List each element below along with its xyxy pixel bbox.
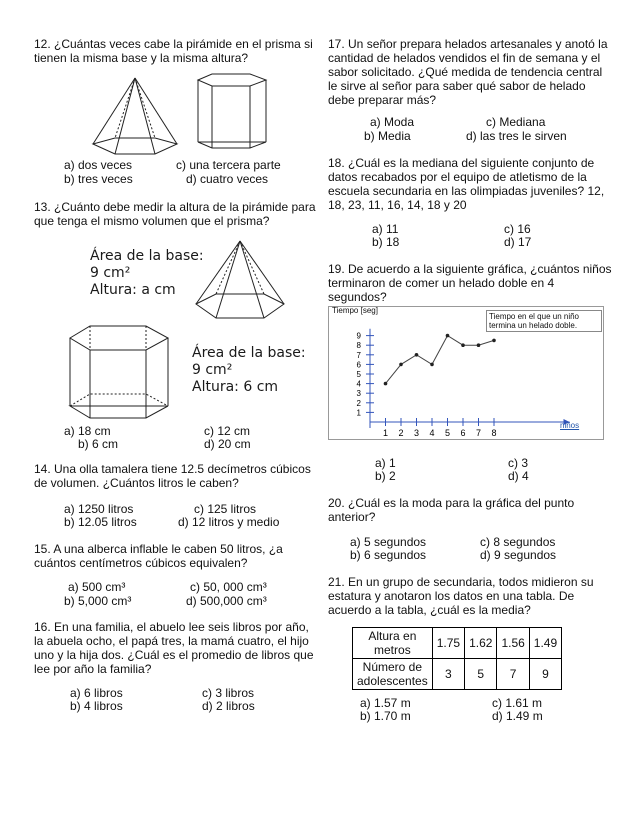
y-tick-label: 5 [356,370,361,379]
q19-option-a[interactable]: a) 1 [375,456,396,470]
q18-option-b[interactable]: b) 18 [372,235,400,249]
q12-option-d[interactable]: d) cuatro veces [186,172,269,186]
q13-text: 13. ¿Cuánto debe medir la altura de la pirámide para que tenga el mismo volumen que el prisma? [34,200,316,228]
q15-text: 15. A una alberca inflable le caben 50 litros, ¿a cuántos centímetros cúbicos equivalen? [34,542,283,570]
q16-option-c[interactable]: c) 3 libros [202,686,255,700]
table-cell: 5 [465,659,497,690]
table-cell: 1.56 [497,628,529,659]
x-tick-label: 5 [444,428,451,438]
q16-option-b[interactable]: b) 4 libros [70,699,123,713]
q20-option-a[interactable]: a) 5 segundos [350,535,427,549]
table-row [353,628,562,659]
y-tick-label: 4 [356,379,361,389]
q17-text: 17. Un señor prepara helados artesanales y anotó la cantidad de helados vendidos el fin de semana y el sabor solicitado. ¿Qué medida de tendencia central le sirve al señor para saber qué sabor de helado debe preparar más? [328,37,608,107]
x-tick-label: 8 [491,428,497,438]
q18-option-a[interactable]: a) 11 [372,222,399,236]
x-tick-label: 1 [382,428,389,438]
pyramid-height: Altura: a cm [90,282,176,298]
table-cell: 3 [432,659,464,690]
data-point [477,343,481,347]
table-cell: 1.49 [529,628,561,659]
pyramid-figure-2 [186,238,296,324]
q15-option-c[interactable]: c) 50, 000 cm³ [190,580,267,594]
q14-option-d[interactable]: d) 12 litros y medio [178,515,280,529]
x-tick-label: 3 [413,428,420,438]
q15-option-d[interactable]: d) 500,000 cm³ [186,594,267,608]
q18-text: 18. ¿Cuál es la mediana del siguiente conjunto de datos recabados por el equipo de atletismo de la escuela secundaria en las olimpiadas juveniles? 12, 18, 23, 11, 16, 14, 18 y 20 [328,156,605,212]
pyramid-figure [85,74,185,156]
q20-option-b[interactable]: b) 6 segundos [350,548,427,562]
q14-option-c[interactable]: c) 125 litros [194,502,257,516]
data-point [430,363,434,367]
q13-option-c[interactable]: c) 12 cm [204,424,251,438]
q17-option-c[interactable]: c) Mediana [486,115,546,129]
y-tick-label: 7 [356,350,361,360]
y-tick-label: 2 [356,398,361,408]
q17-option-d[interactable]: d) las tres le sirven [466,129,567,143]
y-tick-label: 9 [356,331,361,341]
table-row-label: Número de adolescentes [353,659,433,690]
data-point [492,339,496,343]
q13-option-d[interactable]: d) 20 cm [204,437,251,451]
prism-base-label: Área de la base: [192,345,306,361]
pyramid-area: 9 cm² [90,265,131,281]
x-tick-label: 6 [460,428,466,438]
q20-text: 20. ¿Cuál es la moda para la gráfica del punto anterior? [328,496,575,524]
q12-option-a[interactable]: a) dos veces [64,158,133,172]
q17-option-b[interactable]: b) Media [364,129,411,143]
chart-annotation: Tiempo en el que un niño termina un helado doble. [486,310,602,332]
x-tick-label: 4 [429,428,435,438]
data-point [461,343,465,347]
q16-option-a[interactable]: a) 6 libros [70,686,123,700]
q17-option-a[interactable]: a) Moda [370,115,415,129]
prism-height: Altura: 6 cm [192,379,279,395]
prism-label [192,345,306,396]
q14-option-a[interactable]: a) 1250 litros [64,502,134,516]
prism-figure-2 [64,322,176,424]
table-row-label: Altura en metros [353,628,433,659]
data-point [415,353,419,357]
x-tick-label: 7 [475,428,482,438]
q19-option-b[interactable]: b) 2 [375,469,396,483]
q21-option-d[interactable]: d) 1.49 m [492,709,543,723]
table-cell: 9 [529,659,561,690]
q21-option-c[interactable]: c) 1.61 m [492,696,543,710]
q13-option-a[interactable]: a) 18 cm [64,424,111,438]
chart-xlabel: niños [560,421,580,430]
q15-option-a[interactable]: a) 500 cm³ [68,580,126,594]
q12-option-b[interactable]: b) tres veces [64,172,133,186]
y-tick-label: 3 [356,389,361,399]
q16-option-d[interactable]: d) 2 libros [202,699,255,713]
chart-ylabel: Tiempo [seg] [332,306,378,315]
y-tick-label: 8 [356,341,361,351]
q15-option-b[interactable]: b) 5,000 cm³ [64,594,132,608]
q19-option-c[interactable]: c) 3 [508,456,529,470]
prism-area: 9 cm² [192,362,233,378]
q21-option-a[interactable]: a) 1.57 m [360,696,411,710]
q21-option-b[interactable]: b) 1.70 m [360,709,411,723]
q12-option-c[interactable]: c) una tercera parte [176,158,281,172]
q21-text: 21. En un grupo de secundaria, todos midieron su estatura y anotaron los datos en una tabla. De acuerdo a la tabla, ¿cuál es la media? [328,575,594,617]
prism-figure [192,72,272,156]
q18-option-d[interactable]: d) 17 [504,235,532,249]
heights-table [352,627,562,690]
y-tick-label: 1 [356,408,361,418]
table-cell: 1.62 [465,628,497,659]
q16-text: 16. En una familia, el abuelo lee seis libros por año, la abuela ocho, el papá tres, la mamá cuatro, el hijo uno y la hija dos. ¿Cuál es el promedio de libros que lee por año la familia? [34,620,314,676]
q19-option-d[interactable]: d) 4 [508,469,529,483]
x-tick-label: 2 [398,428,404,438]
table-cell: 7 [497,659,529,690]
q18-option-c[interactable]: c) 16 [504,222,531,236]
data-point [384,382,388,386]
y-tick-label: 6 [356,360,361,370]
table-cell: 1.75 [432,628,464,659]
q19-text: 19. De acuerdo a la siguiente gráfica, ¿cuántos niños terminaron de comer un helado doble en 4 segundos? [328,262,612,304]
q14-option-b[interactable]: b) 12.05 litros [64,515,137,529]
pyramid-base-label: Área de la base: [90,248,204,264]
data-point [399,363,403,367]
q12-text: 12. ¿Cuántas veces cabe la pirámide en el prisma si tienen la misma base y la misma altura? [34,37,313,65]
q20-option-c[interactable]: c) 8 segundos [480,535,556,549]
q13-option-b[interactable]: b) 6 cm [78,437,119,451]
q14-text: 14. Una olla tamalera tiene 12.5 decímetros cúbicos de volumen. ¿Cuántos litros le caben? [34,462,311,490]
data-point [446,334,450,338]
table-row [353,659,562,690]
q20-option-d[interactable]: d) 9 segundos [480,548,557,562]
